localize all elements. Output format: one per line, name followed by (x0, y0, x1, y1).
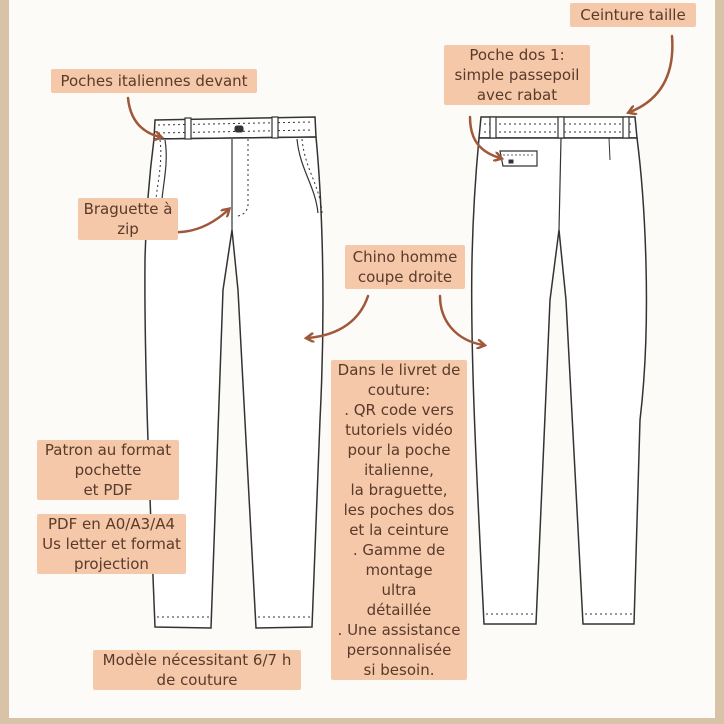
label-ceinture-taille: Ceinture taille (570, 3, 696, 27)
trousers-back (472, 117, 647, 624)
arrow-ceinture (630, 36, 672, 112)
label-poche-dos: Poche dos 1: simple passepoil avec rabat (444, 45, 590, 105)
label-pdf-formats: PDF en A0/A3/A4 Us letter et format projection (37, 514, 186, 574)
label-chino: Chino homme coupe droite (345, 245, 465, 289)
label-livret-couture: Dans le livret de couture: . QR code vers tutoriels vidéo pour la poche italienne, la braguette, les poches dos et la ceinture . Gamme de montage ultra détaillée . Une assistance personnalisée si besoin. (331, 360, 467, 680)
label-poches-italiennes: Poches italiennes devant (51, 69, 257, 93)
label-modele-duree: Modèle nécessitant 6/7 h de couture (93, 650, 301, 690)
label-braguette: Braguette à zip (78, 198, 178, 240)
label-patron-format: Patron au format pochette et PDF (37, 440, 179, 500)
